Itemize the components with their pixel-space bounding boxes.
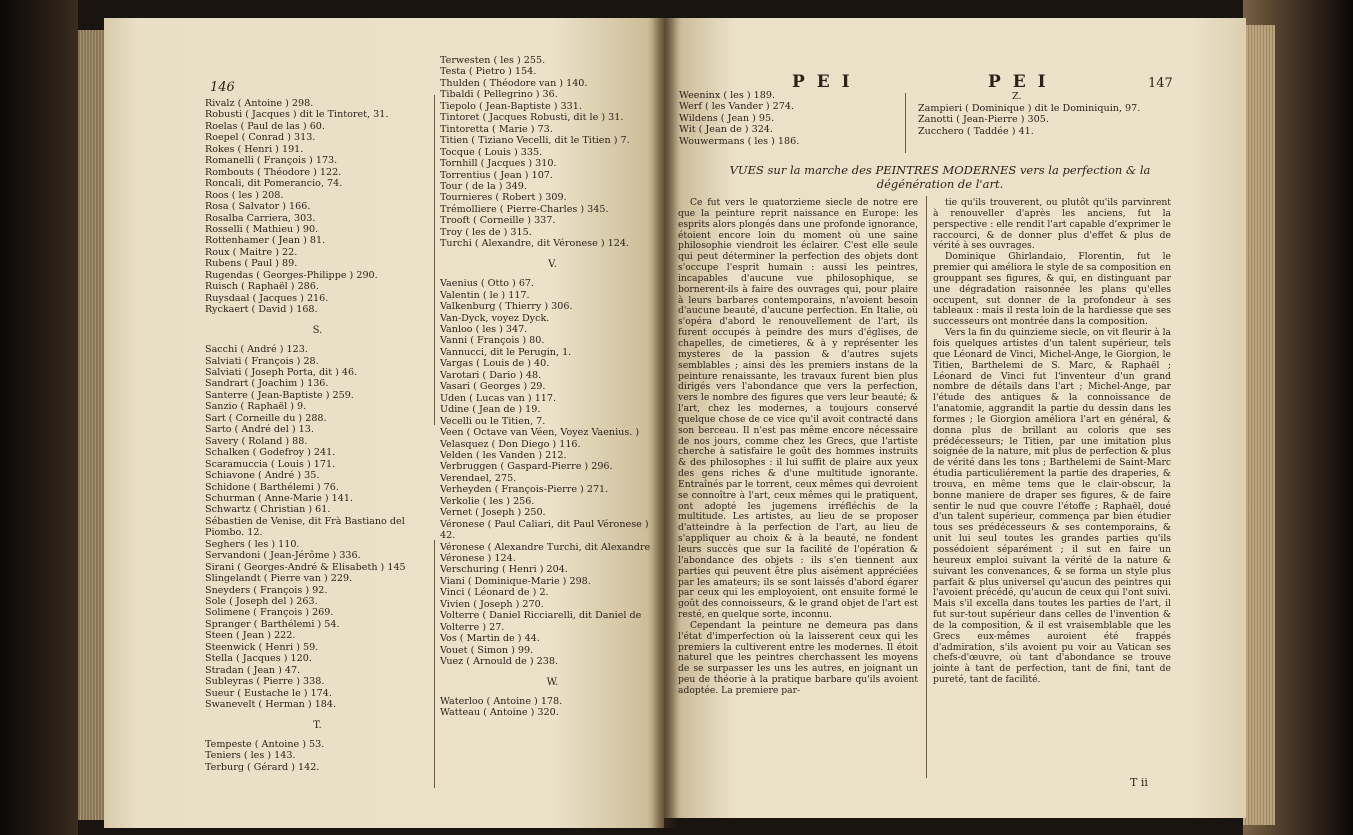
essay-title-line-2: dégénération de l'art. [876,177,1004,191]
index-entry: Rugendas ( Georges-Philippe ) 290. [205,269,378,281]
index-entry: Schidone ( Barthélemi ) 76. [205,481,339,493]
book-cover-left [0,0,78,835]
index-entry: Trémolliere ( Pierre-Charles ) 345. [440,203,609,215]
index-entry: Subleyras ( Pierre ) 338. [205,676,325,688]
index-entry: Rombouts ( Théodore ) 122. [205,166,342,178]
essay-paragraph: Dominique Ghirlandaio, Florentin, fut le premier qui améliora le style de sa composition en grouppant ses figures, & qui, en distinguant par une dégradation raisonnée les plans qu'elles occupent, sut donner de la profondeur à ses tableaux : mais il resta loin de la hardiesse que ses successeurs ont montrée dans la composition. [933,251,1171,328]
index-entry: Stella ( Jacques ) 120. [205,653,312,665]
index-entry: Rosselli ( Mathieu ) 90. [205,223,319,235]
index-entry: Stradan ( Jean ) 47. [205,664,301,676]
index-entry: Ruysdaal ( Jacques ) 216. [205,292,329,304]
index-entry: Sole ( Joseph del ) 263. [205,596,318,608]
index-entry: Salviati ( Joseph Porta, dit ) 46. [205,366,358,378]
index-entry: Slingelandt ( Pierre van ) 229. [205,573,353,585]
index-entry: Verheyden ( François-Pierre ) 271. [440,484,609,496]
index-entry: Rosa ( Salvator ) 166. [205,201,311,213]
index-entry: Sueur ( Eustache le ) 174. [205,687,332,699]
index-section-letter: W. [546,676,559,688]
index-continuation-b [918,103,1148,137]
index-entry: Valentin ( le ) 117. [440,289,530,301]
index-entry: Vargas ( Louis de ) 40. [440,358,550,370]
index-section-letter: V. [548,258,557,270]
index-entry: Schalken ( Godefroy ) 241. [205,447,336,459]
index-entry: Zanotti ( Jean-Pierre ) 305. [918,114,1049,126]
index-entry: Roelas ( Paul de las ) 60. [205,120,325,132]
essay-title [690,163,1190,191]
index-entry: Wildens ( Jean ) 95. [679,112,775,124]
index-section-letter: S. [312,324,323,336]
index-entry: Seghers ( les ) 110. [205,538,300,550]
index-entry: Salviati ( François ) 28. [205,355,319,367]
running-head-left: P E I [792,72,853,92]
index-entry: Vernet ( Joseph ) 250. [440,507,546,519]
index-entry: Sneyders ( François ) 92. [205,584,328,596]
index-entry: Rubens ( Paul ) 89. [205,258,298,270]
index-entry: Robusti ( Jacques ) dit le Tintoret, 31. [205,109,389,121]
column-rule-left [434,95,435,425]
index-entry: Swanevelt ( Herman ) 184. [205,699,337,711]
essay-title-line-1: VUES sur la marche des PEINTRES MODERNES vers la perfection & la [729,163,1151,177]
right-page-number: 147 [1148,76,1173,91]
index-entry: Verkolie ( les ) 256. [440,495,535,507]
index-entry: Rottenhamer ( Jean ) 81. [205,235,326,247]
index-entry: Titien ( Tiziano Vecelli, dit le Titien ) 7. [440,135,630,147]
index-letter-z: Z. [1012,91,1022,102]
index-entry: Terwesten ( les ) 255. [440,55,546,66]
index-entry: Roepel ( Conrad ) 313. [205,132,316,144]
index-entry: Tour ( de la ) 349. [440,180,527,192]
column-rule-right-index [905,93,906,153]
index-entry: Rokes ( Henri ) 191. [205,143,304,155]
index-continuation-a [679,90,889,147]
index-entry: Verendael, 275. [440,472,517,484]
index-entry: Uden ( Lucas van ) 117. [440,392,557,404]
index-entry: Véronese ( Paul Caliari, dit Paul Véronese ) [440,518,649,530]
index-entry: 42. [440,530,456,542]
index-entry: Vaenius ( Otto ) 67. [440,278,535,290]
index-entry: Véronese ( Alexandre Turchi, dit Alexandre [440,541,651,553]
essay-paragraph: Vers la fin du quinzieme siecle, on vit fleurir à la fois quelques artistes d'un talent supérieur, tels que Léonard de Vinci, Michel-Ange, le Giorgion, le Titien, Barthelemi de S. Marc, & Raphaël ; Léonard de Vinci fut l'inventeur d'un grand nombre de détails dans l'art ; Michel-Ange, par l'étude des antiques & la connoissance de l'anatomie, aggrandit la partie du dessin dans les formes ; le Giorgion améliora l'art en général, & donna plus de brillant au coloris que ses prédécesseurs; le Titien, par une imitation plus soignée de la nature, mit plus de perfection & plus de vérité dans les tons ; Barthelemi de Saint-Marc étudia particuliérement la partie des draperies, & trouva, en même tems que le clair-obscur, la bonne maniere de draper ses figures, & de faire sentir le nud que couvre l'étoffe ; Raphaël, doué d'un talent supérieur, commença par bien étudier tous ses prédécesseurs & ses contemporains, & unit lui seul toutes les grandes parties qu'ils possédoient séparément ; il sut en faire un heureux emploi suivant la vérité de la nature & suivant les convenances, & se forma un style plus parfait & plus universel qu'aucun des peintres qui l'avoient précédé, qu'aucun de ceux qui l'ont suivi. Mais s'il excella dans toutes les parties de l'art, il fut sur-tout supérieur dans celles de l'invention & de la composition, & il est vraisemblable que les Grecs eux-mêmes auroient été frappés d'admiration, s'ils avoient pu voir au Vatican ses chefs-d'œuvre, où tant d'abondance se trouve jointe à tant de perfection, tant de fini, tant de pureté, tant de facilité. [933,327,1171,686]
running-head-right: P E I [988,72,1049,92]
index-entry: Viani ( Dominique-Marie ) 298. [440,575,591,587]
index-entry: Volterre ) 27. [440,621,505,633]
index-entry: Vinci ( Léonard de ) 2. [440,587,549,599]
essay-column-right [933,198,1171,686]
index-entry: Wit ( Jean de ) 324. [679,124,773,136]
index-entry: Thulden ( Théodore van ) 140. [440,77,588,89]
index-entry: Zampieri ( Dominique ) dit le Dominiquin, 97. [918,103,1141,114]
index-entry: Wouwermans ( les ) 186. [679,135,800,147]
index-entry: Sart ( Corneille du ) 288. [205,412,327,424]
index-entry: Weeninx ( les ) 189. [679,90,775,101]
index-entry: Schurman ( Anne-Marie ) 141. [205,492,354,504]
index-entry: Vasari ( Georges ) 29. [440,381,546,393]
index-entry: Vuez ( Arnould de ) 238. [440,656,558,668]
index-entry: Schwartz ( Christian ) 61. [205,504,331,516]
index-entry: Santerre ( Jean-Baptiste ) 259. [205,389,354,401]
index-entry: Terburg ( Gérard ) 142. [205,761,320,773]
index-entry: Romanelli ( François ) 173. [205,155,338,167]
index-entry: Veen ( Octave van Véen, Voyez Vaenius. ) [440,427,640,439]
index-entry: Rosalba Carriera, 303. [205,212,316,224]
index-entry: Zucchero ( Taddée ) 41. [918,125,1034,137]
index-entry: Steenwick ( Henri ) 59. [205,641,319,653]
index-entry: Valkenburg ( Thierry ) 306. [440,301,573,313]
essay-paragraph: Ce fut vers le quatorzieme siecle de notre ere que la peinture reprit naissance en Europe: les esprits alors plongés dans une profonde ignorance, étoient encore loin du moment où une saine philosophie viendroit les éclairer. C'est elle seule qui peut déterminer la perfection des objets dont s'occupe l'esprit humain : aussi les peintres, incapables d'aucune vue philosophique, se bornerent-ils à faire des ouvrages qui, pour plaire à leurs barbares contemporains, n'avoient besoin d'aucune beauté, d'aucune perfection. En Italie, où s'opéra d'abord le renouvellement de l'art, ils furent occupés à peindre des murs d'églises, de chapelles, de cimetieres, & à y représenter les mysteres de la passion & d'autres sujets semblables ; ainsi dès les premiers instans de la peinture renaissante, les travaux furent bien plus dirigés vers l'abondance que vers la perfection, vers le nombre des figures que vers leur beauté; & l'art, chez les modernes, a toujours conservé quelque chose de ce vice qu'il avoit contracté dans son berceau. Il n'est pas même encore nécessaire de nos jours, comme chez les Grecs, que l'artiste cherche à satisfaire le goût des hommes instruits & des philosophes : il lui suffit de plaire aux yeux des gens riches & d'une multitude ignorante. Entraînés par le torrent, ceux mêmes qui devroient se connoître à l'art, ceux mêmes qui le pratiquent, ont adopté les jugemens irréfléchis de la multitude. Les artistes, au lieu de se proposer d'atteindre à la perfection de l'art, au lieu de s'appliquer au choix & à la beauté, ne fondent leurs succès que sur la facilité de l'opération & l'abondance des objets : ils s'en tiennent aux parties qui peuvent être plus aisément appréciées par les amateurs; ils se sont laissés d'abord égarer par ceux qui les employoient, ont ensuite formé le goût des connoisseurs, & le grand objet de l'art est resté, en quelque sorte, inconnu. [678,197,918,621]
index-entry: Teniers ( les ) 143. [205,750,296,762]
index-entry: Véronese ) 124. [440,553,516,565]
index-section-letter: T. [313,719,322,731]
index-entry: Verschuring ( Henri ) 204. [440,564,568,576]
index-entry: Udine ( Jean de ) 19. [440,404,541,416]
index-entry: Tibaldi ( Pellegrino ) 36. [440,89,558,101]
index-entry: Sirani ( Georges-André & Elisabeth ) 145 [205,561,406,573]
index-entry: Werf ( les Vander ) 274. [679,101,795,113]
index-entry: Ruisch ( Raphaël ) 286. [205,281,319,293]
index-entry: Tournieres ( Robert ) 309. [440,192,567,204]
index-entry: Watteau ( Antoine ) 320. [440,707,559,719]
index-entry: Van-Dyck, voyez Dyck. [440,312,550,324]
index-entry: Solimene ( François ) 269. [205,607,334,619]
index-entry: Ryckaert ( David ) 168. [205,304,318,316]
essay-paragraph: tie qu'ils trouverent, ou plutôt qu'ils parvinrent à renouveller d'après les anciens, fut la perspective : elle rendit l'art capable d'exprimer le raccourci, & de donner plus d'effet & plus de vérité à ses ouvrages. [933,197,1171,252]
index-entry: Rivalz ( Antoine ) 298. [205,98,314,109]
index-entry: Verbruggen ( Gaspard-Pierre ) 296. [440,461,613,473]
index-entry: Vannucci, dit le Perugin, 1. [440,346,572,358]
essay-paragraph: Cependant la peinture ne demeura pas dans l'état d'imperfection où la laisserent ceux qui les premiers la cultiverent entre les modernes. Il étoit naturel que les peintres cherchassent les moyens de se surpasser les uns les autres, en joignant un peu de théorie à la pratique barbare qu'ils avoient adoptée. La premiere par- [678,619,918,696]
index-entry: Volterre ( Daniel Ricciarelli, dit Daniel de [440,610,642,622]
index-entry: Velden ( les Vanden ) 212. [440,449,567,461]
index-entry: Velasquez ( Don Diego ) 116. [440,438,581,450]
page-edges-right [1243,25,1275,825]
index-entry: Tempeste ( Antoine ) 53. [205,739,325,751]
index-entry: Tintoretta ( Marie ) 73. [440,123,553,135]
index-entry: Tornhill ( Jacques ) 310. [440,158,557,170]
index-column-b [440,55,665,719]
index-entry: Scaramuccia ( Louis ) 171. [205,458,336,470]
index-entry: Vivien ( Joseph ) 270. [440,598,544,610]
index-entry: Roux ( Maitre ) 22. [205,246,298,258]
index-entry: Vos ( Martin de ) 44. [440,633,540,645]
index-entry: Vecelli ou le Titien, 7. [440,415,546,427]
index-entry: Schiavone ( André ) 35. [205,470,320,482]
index-entry: Sacchi ( André ) 123. [205,344,308,356]
index-entry: Steen ( Jean ) 222. [205,630,296,642]
index-entry: Waterloo ( Antoine ) 178. [440,696,563,708]
index-entry: Testa ( Pietro ) 154. [440,66,537,78]
index-entry: Piombo. 12. [205,527,263,539]
index-column-a [205,98,430,773]
signature-mark: T ii [1130,776,1148,789]
index-entry: Trooft ( Corneille ) 337. [440,215,556,227]
index-entry: Troy ( les de ) 315. [440,226,532,238]
index-entry: Turchi ( Alexandre, dit Véronese ) 124. [440,238,629,250]
index-entry: Roncali, dit Pomerancio, 74. [205,178,343,190]
column-rule-right [926,196,927,778]
index-entry: Varotari ( Dario ) 48. [440,369,542,381]
column-rule-left-lower [434,540,435,788]
index-entry: Spranger ( Barthélemi ) 54. [205,618,340,630]
index-entry: Sandrart ( Joachim ) 136. [205,378,329,390]
index-entry: Vouet ( Simon ) 99. [440,644,534,656]
essay-column-left [678,198,918,697]
index-entry: Sarto ( André del ) 13. [205,424,314,436]
index-entry: Sébastien de Venise, dit Frà Bastiano del [205,515,405,527]
index-entry: Roos ( les ) 208. [205,189,284,201]
index-entry: Vanloo ( les ) 347. [440,323,528,335]
index-entry: Tocque ( Louis ) 335. [440,146,543,158]
index-entry: Torrentius ( Jean ) 107. [440,169,553,181]
index-entry: Vanni ( François ) 80. [440,335,545,347]
index-entry: Savery ( Roland ) 88. [205,435,308,447]
index-entry: Tiepolo ( Jean-Baptiste ) 331. [440,100,582,112]
index-entry: Servandoni ( Jean-Jérôme ) 336. [205,550,361,562]
index-entry: Sanzio ( Raphaël ) 9. [205,401,307,413]
index-entry: Tintoret ( Jacques Robusti, dit le ) 31. [440,112,624,124]
left-page-number: 146 [210,80,235,95]
